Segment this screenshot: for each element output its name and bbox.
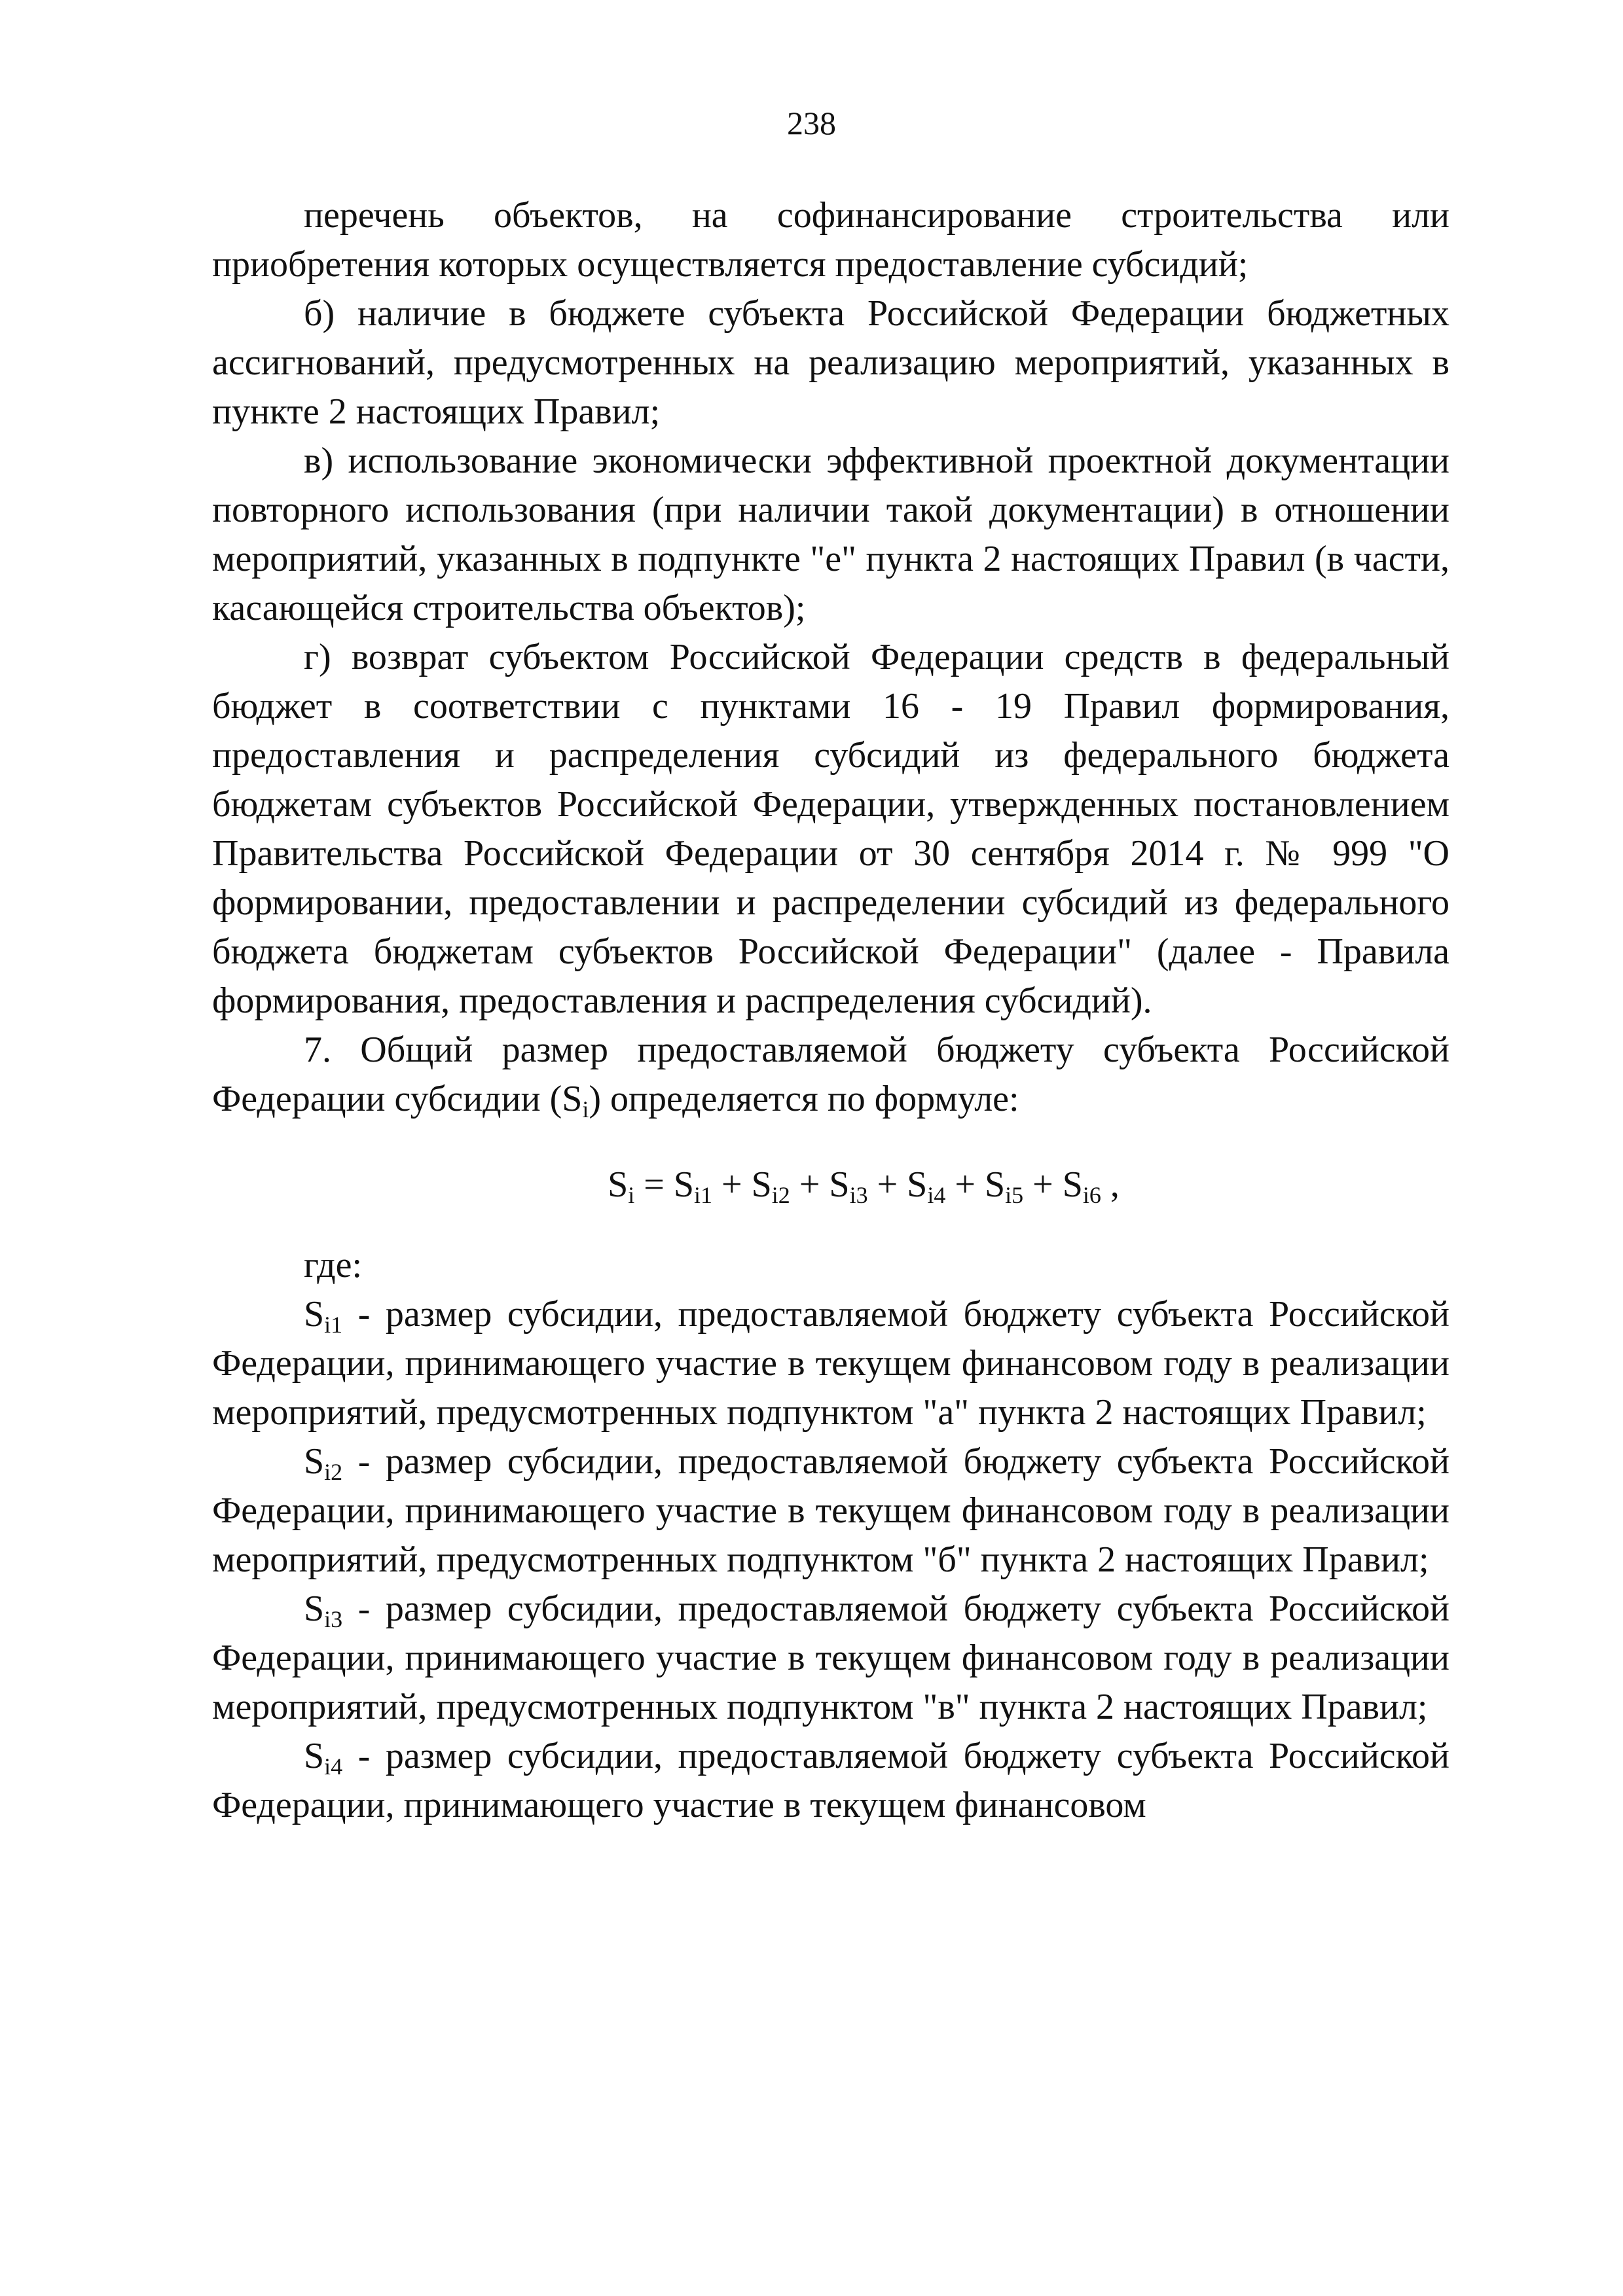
formula-plus: +: [790, 1164, 830, 1205]
formula-term: S: [829, 1164, 850, 1205]
formula-term: S: [1062, 1164, 1083, 1205]
definition-subscript: i1: [324, 1312, 343, 1338]
paragraph-7-subscript: i: [582, 1096, 589, 1122]
formula-term-subscript: i4: [927, 1182, 946, 1208]
formula-plus: +: [945, 1164, 985, 1205]
formula-tail: ,: [1101, 1164, 1120, 1205]
paragraph-b: б) наличие в бюджете субъекта Российской Федерации бюджетных ассигнований, предусмотренных на реализацию мероприятий, указанных в пункте 2 настоящих Правил;: [212, 293, 1450, 432]
formula-lhs-subscript: i: [628, 1182, 635, 1208]
definition-symbol: S: [304, 1736, 325, 1776]
formula-term-subscript: i2: [771, 1182, 790, 1208]
where-label: где:: [304, 1245, 363, 1285]
definition-si4: [212, 1732, 1450, 1830]
formula-plus: +: [712, 1164, 752, 1205]
formula-term-subscript: i3: [849, 1182, 868, 1208]
definition-subscript: i4: [324, 1753, 343, 1780]
paragraph-v: в) использование экономически эффективной проектной документации повторного использования (при наличии такой документации) в отношении мероприятий, указанных в подпункте "е" пункта 2 настоящих Правил (в части, касающейся строительства объектов);: [212, 440, 1450, 628]
page-number: 238: [787, 105, 836, 141]
definition-text: - размер субсидии, предоставляемой бюджету субъекта Российской Федерации, принимающего участие в текущем финансовом: [212, 1736, 1450, 1825]
formula-term: S: [984, 1164, 1006, 1205]
definition-text: - размер субсидии, предоставляемой бюджету субъекта Российской Федерации, принимающего участие в текущем финансовом году в реализации мероприятий, предусмотренных подпунктом "в" пункта 2 настоящих Правил;: [212, 1588, 1450, 1727]
paragraph-g: г) возврат субъектом Российской Федерации средств в федеральный бюджет в соответствии с пунктами 16 - 19 Правил формирования, предоставления и распределения субсидий из федерального бюджета бюджетам субъектов Российской Федерации, утвержденных постановлением Правительства Российской Федерации от 30 сентября 2014 г. № 999 "О формировании, предоставлении и распределении субсидий из федерального бюджета бюджетам субъектов Российской Федерации" (далее - Правила формирования, предоставления и распределения субсидий).: [212, 637, 1450, 1021]
formula-equals: =: [634, 1164, 674, 1205]
definition-si3: [212, 1585, 1450, 1732]
formula-term-subscript: i6: [1082, 1182, 1101, 1208]
definition-text: - размер субсидии, предоставляемой бюджету субъекта Российской Федерации, принимающего участие в текущем финансовом году в реализации мероприятий, предусмотренных подпунктом "б" пункта 2 настоящих Правил;: [212, 1441, 1450, 1580]
formula-term-subscript: i5: [1005, 1182, 1024, 1208]
formula-term: S: [673, 1164, 695, 1205]
paragraph-intro: перечень объектов, на софинансирование строительства или приобретения которых осуществляется предоставление субсидий;: [212, 195, 1450, 285]
definition-text: - размер субсидии, предоставляемой бюджету субъекта Российской Федерации, принимающего участие в текущем финансовом году в реализации мероприятий, предусмотренных подпунктом "а" пункта 2 настоящих Правил;: [212, 1294, 1450, 1433]
definition-si2: [212, 1437, 1450, 1585]
subsidy-formula: [212, 1160, 1450, 1210]
formula-plus: +: [1023, 1164, 1063, 1205]
paragraph-7-text: 7. Общий размер предоставляемой бюджету субъекта Российской Федерации субсидии (S: [212, 1030, 1450, 1119]
definition-symbol: S: [304, 1441, 325, 1482]
definition-si1: [212, 1290, 1450, 1437]
document-body: [212, 191, 1450, 1830]
definition-symbol: S: [304, 1588, 325, 1629]
definition-subscript: i3: [324, 1606, 343, 1632]
paragraph-7: [212, 1026, 1450, 1124]
formula-lhs: S: [608, 1164, 629, 1205]
formula-term: S: [751, 1164, 772, 1205]
formula-plus: +: [867, 1164, 907, 1205]
formula-term-subscript: i1: [694, 1182, 713, 1208]
definition-symbol: S: [304, 1294, 325, 1335]
paragraph-7-text-end: ) определяется по формуле:: [589, 1079, 1019, 1119]
definition-subscript: i2: [324, 1459, 343, 1485]
formula-term: S: [907, 1164, 928, 1205]
